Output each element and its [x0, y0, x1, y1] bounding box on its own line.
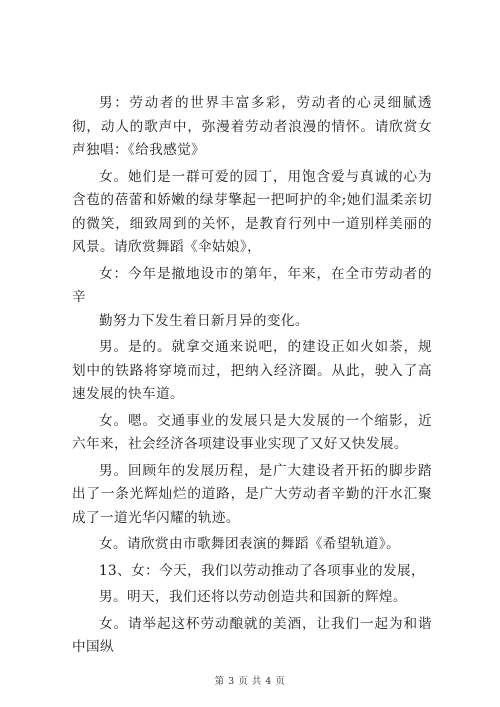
- paragraph: 13、女：今天，我们以劳动推动了各项事业的发展，: [99, 562, 425, 579]
- paragraph: 女。她们是一群可爱的园丁，用饱含爱与真诚的心为含苞的蓓蕾和娇嫩的绿芽擎起一把呵护的伞;她们温柔亲切的微笑，细致周到的关怀，是教育行列中一道别样美丽的风景。请欣赏舞蹈《伞姑娘》，: [72, 168, 432, 255]
- paragraph: 女。请举起这杯劳动酿就的美酒，让我们一起为和谐中国纵: [72, 615, 432, 655]
- paragraph: 女：今年是撤地设市的第年，年来，在全市劳动者的辛: [72, 265, 432, 305]
- paragraph: 男。明天，我们还将以劳动创造共和国新的辉煌。: [99, 589, 407, 605]
- paragraph: 男。是的。就拿交通来说吧，的建设正如火如荼，规划中的铁路将穿境而过，把纳入经济圈。从此，驶入了高速发展的快车道。: [72, 339, 432, 402]
- paragraph: 勤努力下发生着日新月异的变化。: [99, 312, 309, 329]
- paragraph: 男：劳动者的世界丰富多彩，劳动者的心灵细腻透彻，动人的歌声中，弥漫着劳动者浪漫的情怀。请欣赏女声独唱：《给我感觉》: [72, 95, 432, 158]
- page-number-footer: 第 3 页 共 4 页: [214, 676, 286, 687]
- paragraph: 女。嗯。交通事业的发展只是大发展的一个缩影，近六年来，社会经济各项建设事业实现了又好又快发展。: [72, 412, 432, 452]
- paragraph: 女。请欣赏由市歌舞团表演的舞蹈《希望轨道》。: [99, 536, 401, 552]
- paragraph: 男。回顾年的发展历程，是广大建设者开拓的脚步踏出了一条光辉灿烂的道路，是广大劳动者辛勤的汗水汇聚成了一道光华闪耀的轨迹。: [72, 462, 432, 526]
- document-body: [72, 92, 432, 663]
